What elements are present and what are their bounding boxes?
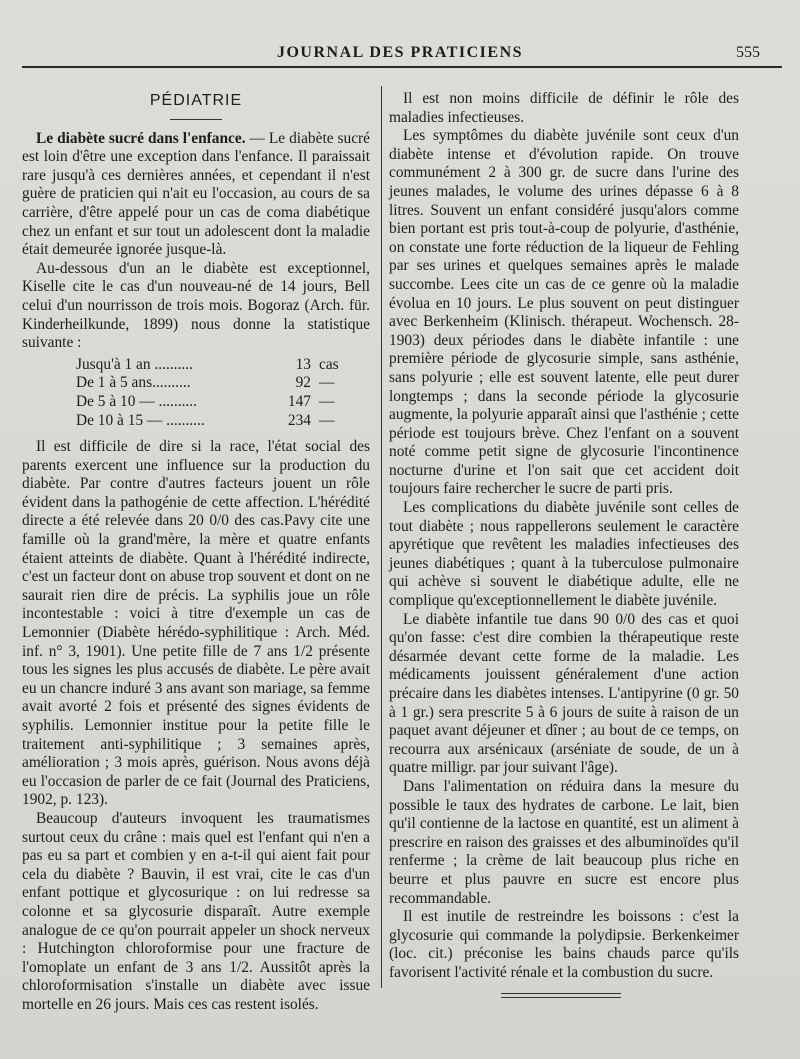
paragraph: Les complications du diabète juvénile sont celles de tout diabète ; nous rappellerons seulement le caractère apyrétique que revêtent les maladies infectieuses des jeunes diabétiques ; quant à la tuberculose pulmonaire qui achève si souvent le diabétique adulte, elle ne complique qu'exceptionnellement le diabète juvénile. (389, 499, 739, 610)
case-count: 147 (287, 392, 311, 410)
age-range: De 10 à 15 — .......... (76, 411, 205, 429)
left-column (22, 90, 370, 1015)
page-number: 555 (736, 44, 760, 61)
section-title: PÉDIATRIE (149, 92, 243, 109)
right-column (389, 90, 739, 998)
statistics-row (22, 393, 370, 412)
paragraph: Beaucoup d'auteurs invoquent les traumatismes surtout ceux du crâne : mais quel est l'enfant qui n'en a pas eu sa part et combien y en a-t-il qui aient fait pour cela du diabète ? Bauvin, il est vrai, cite le cas d'un enfant pottique et glycosurique : on lui redresse sa colonne et sa glycosurie disparaît. Autre exemple analogue de ce qu'on pourrait appeler un shock nerveux : Hutchington chloroformise pour une fracture de l'omoplate un enfant de 3 ans 1/2. Aussitôt après la chloroformisation s'installe un diabète avec issue mortelle en 26 jours. Mais ces cas restent isolés. (22, 809, 370, 1013)
statistics-row (22, 374, 370, 393)
intro-text: — Le diabète sucré est loin d'être une exception dans l'enfance. Il paraissait rare jusqu'à ces dernières années, et cependant il n'est guère de praticien qui n'ait eu l'occasion, au cours de sa carrière, d'être appelé pour un cas de coma diabétique chez un enfant et sur tout un adolescent dont la maladie était demeurée ignorée jusque-là. (22, 129, 370, 259)
end-rule (501, 997, 621, 998)
paragraph: Le diabète infantile tue dans 90 0/0 des cas et quoi qu'on fasse: c'est dire combien la thérapeutique reste désarmée devant cette forme de la maladie. Les médicaments jouissent généralement d'une action précaire dans les diabètes intenses. L'antipyrine (0 gr. 50 à 1 gr.) sera prescrite 5 à 6 jours de suite à raison de un paquet avant déjeuner et dîner ; au bout de ce temps, on recourra aux arsénicaux (arséniate de soude, de un à quatre milligr. par jour suivant l'âge). (389, 610, 739, 777)
case-unit: — (319, 374, 335, 392)
case-unit: — (319, 411, 335, 429)
statistics-table (22, 356, 370, 430)
age-range: Jusqu'à 1 an .......... (76, 355, 193, 373)
case-unit: cas (319, 355, 339, 373)
paragraph: Il est difficile de dire si la race, l'état social des parents exercent une influence sur la production du diabète. Par contre d'autres facteurs jouent un rôle évident dans la pathogénie de cette affection. L'hérédité directe a été relevée dans 20 0/0 des cas.Pavy cite une famille où la grand'mère, la mère et quatre enfants étaient atteints de diabète. Quant à l'hérédité indirecte, c'est un facteur dont on abuse trop souvent et dont on ne saurait rien dire de précis. La syphilis joue un rôle incontestable : voici à titre d'exemple un cas de Lemonnier (Diabète hérédo-syphilitique : Arch. Méd. inf. n° 3, 1901). Une petite fille de 7 ans 1/2 présente tous les signes les plus accusés de diabète. Le père avait eu un chancre induré 3 ans avant son mariage, sa femme avait avorté 2 fois et présenté des signes évidents de syphilis. Lemonnier institue pour la petite fille le traitement anti-syphilitique ; 3 semaines après, amélioration ; 3 mois après, guérison. Nous avons déjà eu l'occasion de parler de ce fait (Journal des Praticiens, 1902, p. 123). (22, 438, 370, 809)
case-count: 13 (295, 355, 311, 373)
end-rule (501, 993, 621, 994)
case-count: 92 (295, 374, 311, 392)
intro-paragraph (22, 130, 370, 260)
case-unit: — (319, 392, 335, 410)
paragraph: Il est inutile de restreindre les boissons : c'est la glycosurie qui commande la polydipsie. Berkenkeimer (loc. cit.) préconise les bains chauds parce qu'ils favorisent l'activité rénale et la combustion du sucre. (389, 908, 739, 981)
paragraph: Les symptômes du diabète juvénile sont ceux d'un diabète intense et d'évolution rapide. On trouve communément 2 à 300 gr. de sucre dans l'urine des jeunes malades, le volume des urines dépasse 6 à 8 litres. Souvent un enfant considéré jusqu'alors comme bien portant est pris tout-à-coup de polyurie, d'asthénie, on constate une forte réduction de la liqueur de Fehling par ses urines et quelques semaines après le malade succombe. Lees cite un cas de ce genre où la maladie évolua en 10 jours. Le plus souvent on peut distinguer avec Berkenheim (Klinisch. thérapeut. Wochensch. 28-1903) deux périodes dans le diabète infantile : une première période de glycosurie simple, sans asthénie, sans polyurie ; elle est souvent latente, elle peut durer longtemps ; dans la seconde période la glycosurie augmente, la polyurie apparaît ainsi que l'asthénie ; cette période est toujours brève. Chez l'enfant on a souvent noté comme petit signe de glycosurie l'incontinence nocturne d'urine et l'on sait que cet accident doit toujours faire rechercher le sucre de parti pris. (389, 127, 739, 498)
article-lead-heading: Le diabète sucré dans l'enfance. (36, 129, 246, 147)
case-count: 234 (287, 411, 311, 429)
header-rule (22, 66, 782, 68)
statistics-row (22, 412, 370, 431)
paragraph: Dans l'alimentation on réduira dans la mesure du possible le taux des hydrates de carbone. Le lait, bien qu'il contienne de la lactose en quantité, est un aliment à prescrire en raison des graisses et des albuminoïdes qu'il renferme ; la crème de lait beaucoup plus riche en beurre et plus pauvre en sucre est encore plus recommandable. (389, 777, 739, 907)
paragraph: Au-dessous d'un an le diabète est exceptionnel, Kiselle cite le cas d'un nouveau-né de 14 jours, Bell celui d'un nourrisson de trois mois. Bogoraz (Arch. für. Kinderheilkunde, 1899) nous donne la statistique suivante : (22, 259, 370, 352)
section-rule (170, 119, 222, 120)
paragraph: Il est non moins difficile de définir le rôle des maladies infectieuses. (389, 90, 739, 126)
column-divider (381, 86, 382, 988)
running-title: JOURNAL DES PRATICIENS (276, 44, 524, 61)
age-range: De 5 à 10 — .......... (76, 392, 197, 410)
statistics-row (22, 356, 370, 375)
age-range: De 1 à 5 ans.......... (76, 374, 191, 392)
